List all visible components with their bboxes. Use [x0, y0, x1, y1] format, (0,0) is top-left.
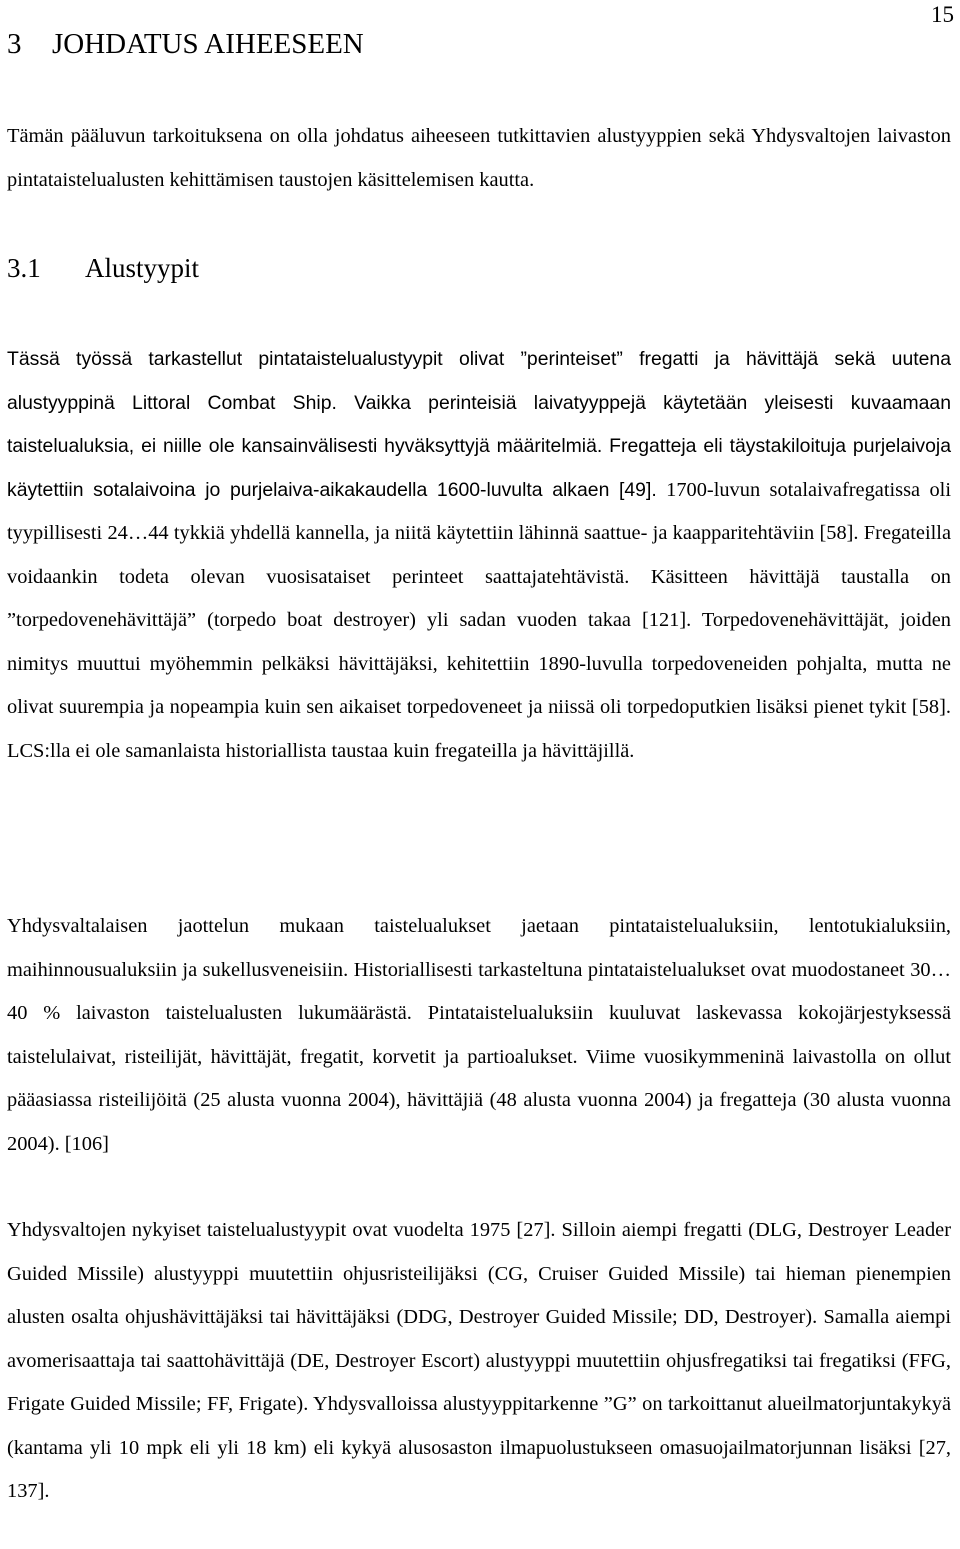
chapter-intro-paragraph: Tämän pääluvun tarkoituksena on olla johdatus aiheeseen tutkittavien alustyyppien sekä Yhdysvaltojen laivaston pintataistelualusten kehittämisen taustojen käsittelemisen kautta. — [7, 125, 951, 191]
paragraph-1-sans-text: Tässä työssä tarkastellut pintataistelualustyypit olivat ”perinteiset” fregatti ja hävittäjä sekä uutena alustyyppinä Littoral Combat Ship. Vaikka perinteisiä laivatyyppejä käytetään yleisesti kuvaamaan taistelualuksia, ei niille ole kansainvälisesti hyväksyttyjä määritelmiä. Fregatteja eli täystakiloituja purjelaivoja käytettiin sotalaivoina jo purjelaiva-aikakaudella 1600-luvulta alkaen [49]. — [7, 348, 951, 501]
chapter-number: 3 — [7, 28, 22, 60]
section-paragraph-1 — [7, 338, 951, 773]
section-number: 3.1 — [7, 253, 41, 283]
section-paragraph-2: Yhdysvaltalaisen jaottelun mukaan taistelualukset jaetaan pintataistelualuksiin, lentotukialuksiin, maihinnousualuksiin ja sukellusveneisiin. Historiallisesti tarkasteltuna pintataistelualukset ovat muodostaneet 30…40 % laivaston taistelualusten lukumäärästä. Pintataistelualuksiin kuuluvat laskevassa kokojärjestyksessä taistelulaivat, risteilijät, hävittäjät, fregatit, korvetit ja partioalukset. Viime vuosikymmeninä laivastolla on ollut pääasiassa risteilijöitä (25 alusta vuonna 2004), hävittäjiä (48 alusta vuonna 2004) ja fregatteja (30 alusta vuonna 2004). [106] — [7, 915, 951, 1155]
section-title: Alustyypit — [85, 253, 200, 283]
page-number: 15 — [931, 2, 954, 27]
section-paragraph-3: Yhdysvaltojen nykyiset taistelualustyypit ovat vuodelta 1975 [27]. Silloin aiempi fregatti (DLG, Destroyer Leader Guided Missile) alustyyppi muutettiin ohjusristeilijäksi (CG, Cruiser Guided Missile) tai hieman pienempien alusten osalta ohjushävittäjäksi tai hävittäjäksi (DDG, Destroyer Guided Missile; DD, Destroyer). Samalla aiempi avomerisaattaja tai saattohävittäjä (DE, Destroyer Escort) alustyyppi muutettiin ohjusfregatiksi tai fregatiksi (FFG, Frigate Guided Missile; FF, Frigate). Yhdysvalloissa alustyyppitarkenne ”G” on tarkoittanut alueilmatorjuntakykyä (kantama yli 10 mpk eli yli 18 km) eli kykyä alusosaston ilmapuolustukseen omasuojailmatorjunnan lisäksi [27, 137]. — [7, 1219, 951, 1502]
chapter-title: JOHDATUS AIHEESEEN — [52, 28, 364, 60]
chapter-heading — [7, 27, 364, 61]
section-heading — [7, 252, 199, 284]
paragraph-1-serif-text: 1700-luvun sotalaivafregatissa oli tyypillisesti 24…44 tykkiä yhdellä kannella, ja niitä käytettiin lähinnä saattue- ja kaapparitehtäviin [58]. Fregateilla voidaankin todeta olevan vuosisataiset perinteet saattajatehtävistä. Käsitteen hävittäjä taustalla on ”torpedovenehävittäjä” (torpedo boat destroyer) yli sadan vuoden takaa [121]. Torpedovenehävittäjät, joiden nimitys muuttui myöhemmin pelkäksi hävittäjäksi, kehitettiin 1890-luvulla torpedoveneiden pohjalta, mutta ne olivat suurempia ja nopeampia kuin sen aikaiset torpedoveneet ja niissä oli torpedoputkien lisäksi pienet tykit [58]. LCS:lla ei ole samanlaista historiallista taustaa kuin fregateilla ja hävittäjillä. — [7, 478, 951, 762]
